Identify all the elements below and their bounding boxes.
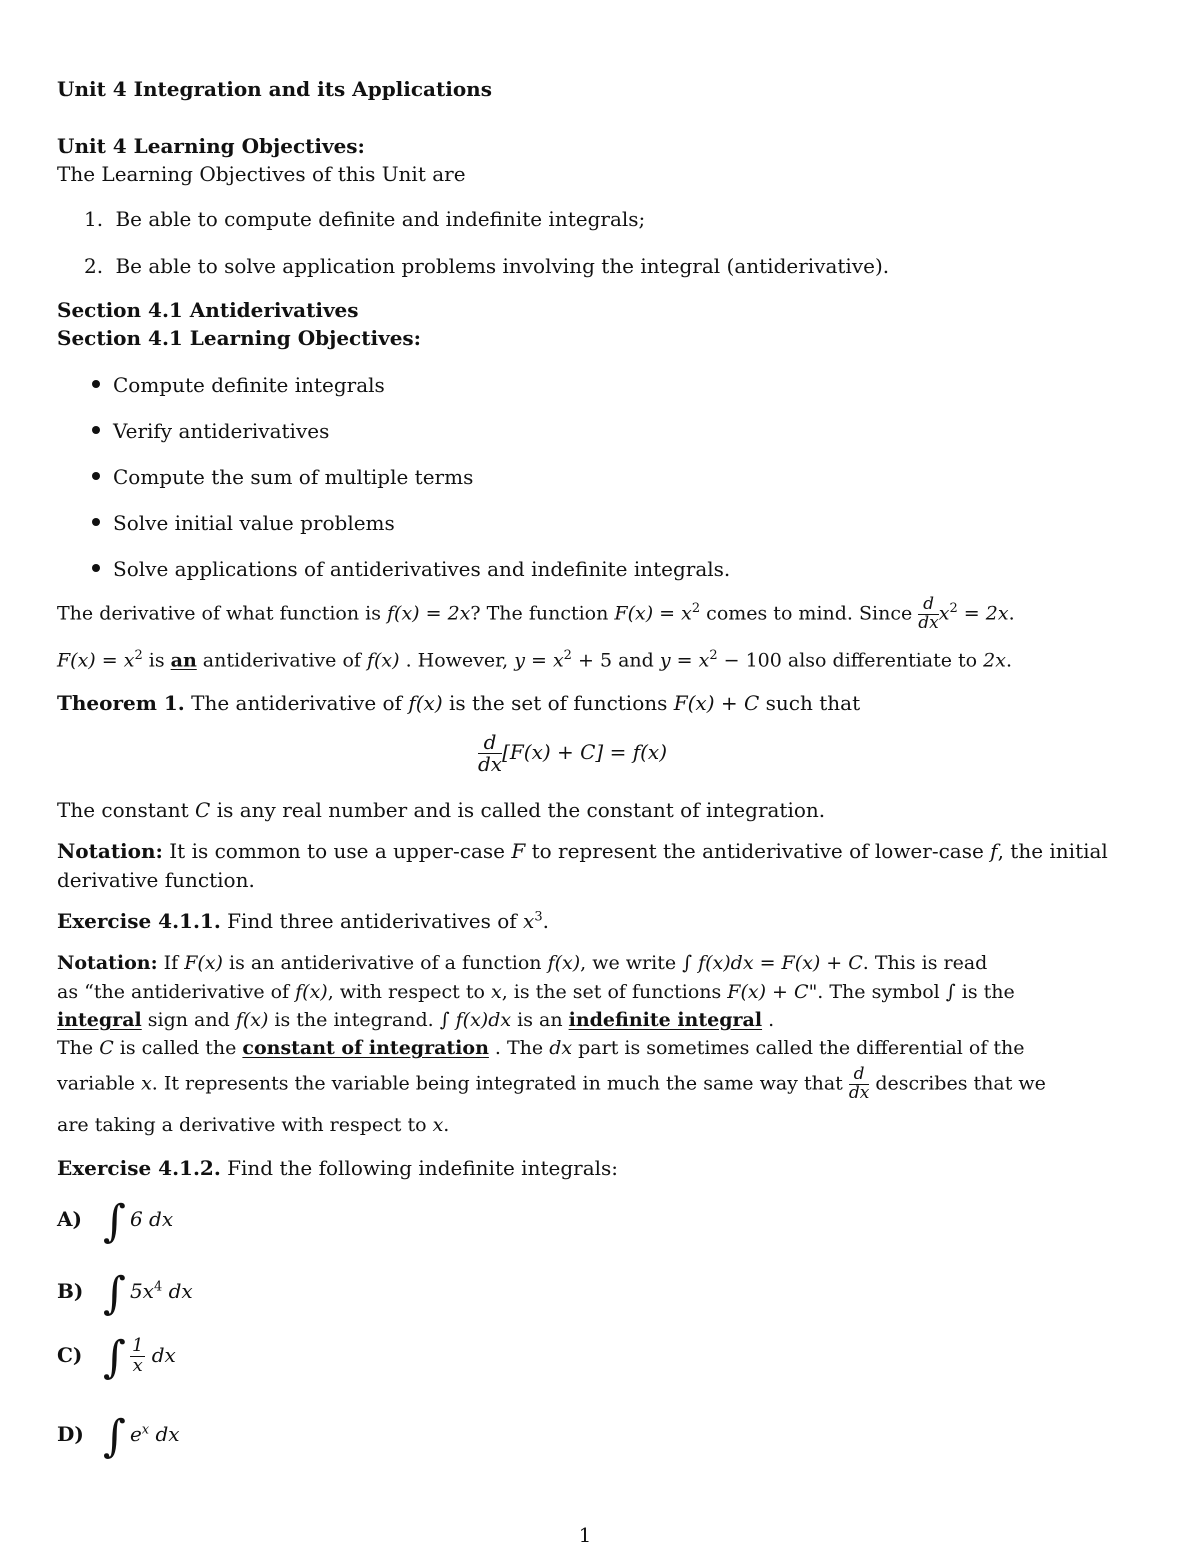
- exercise-item-c: [57, 1332, 176, 1383]
- text: Find three antiderivatives of: [220, 909, 524, 933]
- math: + 5: [571, 649, 613, 672]
- unit-objectives-intro: The Learning Objectives of this Unit are: [57, 162, 466, 186]
- item-number: 2.: [84, 254, 104, 278]
- math: f(x): [235, 1009, 269, 1031]
- math: F(x): [184, 952, 223, 974]
- integral-symbol: ∫: [945, 981, 956, 1003]
- theorem: [57, 690, 860, 716]
- derivative-fraction: [478, 732, 502, 775]
- math: ∫ f(x)dx = F(x) + C: [682, 952, 863, 974]
- item-text: Be able to solve application problems involving the integral (antiderivative).: [115, 254, 890, 278]
- notation-1-line-1: [57, 838, 1108, 864]
- text: also differentiate to: [781, 649, 984, 672]
- derivative-fraction: [918, 596, 938, 633]
- differential: dx: [145, 1343, 176, 1367]
- exponent: 3: [534, 909, 543, 925]
- text: is the: [955, 981, 1015, 1003]
- bullet-icon: [92, 380, 100, 388]
- fraction: [130, 1337, 145, 1376]
- term-indefinite-integral: indefinite integral: [568, 1009, 763, 1031]
- exponent: 2: [563, 648, 572, 663]
- notation-label: Notation:: [57, 952, 158, 974]
- differential: dx: [162, 1279, 193, 1303]
- derivative-fraction: [849, 1066, 869, 1103]
- integrand: e: [129, 1422, 142, 1446]
- numerator: d: [478, 732, 502, 754]
- list-item: Verify antiderivatives: [113, 419, 330, 443]
- exponent: 2: [691, 601, 701, 617]
- item-label: C): [57, 1343, 83, 1367]
- numerator: d: [849, 1066, 869, 1085]
- math: f(x) = 2x: [387, 602, 471, 625]
- math: f(x): [366, 649, 400, 672]
- notation-label: Notation:: [57, 839, 163, 863]
- notation-2-line-2: [57, 980, 1015, 1005]
- notation-2-line-3: [57, 1008, 774, 1033]
- math: 2x: [983, 649, 1006, 672]
- list-item: Compute the sum of multiple terms: [113, 465, 474, 489]
- text: describes that we: [869, 1072, 1046, 1095]
- text: .: [443, 1114, 450, 1136]
- notation-2-line-4: [57, 1036, 1025, 1061]
- math: = 2x: [957, 602, 1009, 625]
- theorem-equation: [478, 732, 667, 775]
- text: is an antiderivative of a function: [222, 952, 548, 974]
- text: If: [157, 952, 185, 974]
- math: f(x): [295, 981, 328, 1003]
- text: , we write: [580, 952, 683, 974]
- text: such that: [759, 691, 861, 715]
- text: The constant: [57, 798, 196, 822]
- page-number: 1: [578, 1523, 592, 1547]
- text: .: [1005, 649, 1013, 672]
- math: dx: [549, 1037, 573, 1059]
- text: The: [57, 1037, 100, 1059]
- math: ∫ f(x)dx: [439, 1009, 512, 1031]
- text: variable: [57, 1072, 142, 1095]
- math: F(x) + C: [727, 981, 809, 1003]
- constant-text: [57, 797, 825, 823]
- section-title: Section 4.1 Antiderivatives: [57, 298, 359, 322]
- item-label: D): [57, 1422, 84, 1446]
- bullet-icon: [92, 426, 100, 434]
- integrand: 6 dx: [129, 1207, 174, 1231]
- notation-1-line-2: derivative function.: [57, 868, 255, 892]
- exercise-4-1-2: [57, 1155, 618, 1181]
- text: , is the set of functions: [501, 981, 728, 1003]
- text: .: [542, 909, 549, 933]
- intro-line-2: [57, 648, 1012, 673]
- integral-symbol: ∫: [103, 1411, 126, 1462]
- math: y = x: [514, 649, 564, 672]
- text: antiderivative of: [196, 649, 367, 672]
- exponent: x: [141, 1422, 150, 1438]
- text: . The: [488, 1037, 550, 1059]
- math: [F(x) + C] = f(x): [502, 740, 667, 764]
- numerator: 1: [131, 1335, 144, 1357]
- text: is an: [511, 1009, 569, 1031]
- text: ". The symbol: [808, 981, 946, 1003]
- text: It is common to use a upper-case: [162, 839, 512, 863]
- text: comes to mind. Since: [700, 602, 919, 625]
- text: to represent the antiderivative of lower-case: [525, 839, 991, 863]
- math: C: [195, 798, 211, 822]
- exercise-label: Exercise 4.1.2.: [57, 1156, 221, 1180]
- math: F(x) + C: [673, 691, 760, 715]
- text: Find the following indefinite integrals:: [220, 1156, 619, 1180]
- text: and: [612, 649, 660, 672]
- bullet-icon: [92, 472, 100, 480]
- math: − 100: [717, 649, 782, 672]
- text: is: [142, 649, 171, 672]
- text: .: [762, 1009, 775, 1031]
- text: is called the: [113, 1037, 243, 1059]
- text: . It represents the variable being integrated in much the same way that: [151, 1072, 849, 1095]
- text: sign and: [141, 1009, 236, 1031]
- differential: dx: [149, 1422, 180, 1446]
- theorem-label: Theorem 1.: [57, 691, 185, 715]
- exercise-4-1-1: [57, 908, 549, 934]
- text: are taking a derivative with respect to: [57, 1114, 433, 1136]
- notation-2-line-6: [57, 1113, 449, 1138]
- intro-line-1: [57, 596, 1137, 633]
- integral-symbol: ∫: [103, 1332, 126, 1383]
- section-objectives-heading: Section 4.1 Learning Objectives:: [57, 326, 422, 350]
- exponent: 2: [949, 601, 958, 617]
- math: f: [990, 839, 998, 863]
- exponent: 2: [709, 648, 718, 663]
- math: f(x): [547, 952, 581, 974]
- term-integral: integral: [57, 1009, 142, 1031]
- denominator: dx: [848, 1082, 870, 1103]
- denominator: x: [132, 1355, 143, 1376]
- item-text: Be able to compute definite and indefinite integrals;: [115, 207, 646, 231]
- text: . However,: [399, 649, 515, 672]
- math: y = x: [659, 649, 710, 672]
- item-label: A): [57, 1207, 82, 1231]
- text: .: [1008, 602, 1015, 625]
- denominator: dx: [478, 752, 503, 776]
- notation-2-line-1: [57, 951, 987, 976]
- text: . This is read: [862, 952, 988, 974]
- exercise-item-d: [57, 1411, 180, 1462]
- math: F: [511, 839, 526, 863]
- unit-objective-item: [84, 206, 645, 232]
- integral-symbol: ∫: [103, 1196, 126, 1247]
- math: x: [938, 602, 950, 625]
- term-constant-of-integration: constant of integration: [242, 1037, 489, 1059]
- item-number: 1.: [84, 207, 104, 231]
- math: C: [99, 1037, 114, 1059]
- integrand: 5x: [129, 1279, 154, 1303]
- list-item: Solve initial value problems: [113, 511, 395, 535]
- text: The derivative of what function is: [57, 602, 388, 625]
- math: x: [141, 1072, 152, 1095]
- text: is the set of functions: [442, 691, 674, 715]
- denominator: dx: [918, 612, 939, 633]
- text: ? The function: [470, 602, 615, 625]
- notation-2-line-5: [57, 1066, 1046, 1103]
- bullet-icon: [92, 518, 100, 526]
- exercise-label: Exercise 4.1.1.: [57, 909, 221, 933]
- text: , the initial: [997, 839, 1108, 863]
- text: The antiderivative of: [184, 691, 409, 715]
- math: F(x) = x: [57, 649, 135, 672]
- integral-symbol: ∫: [103, 1268, 126, 1319]
- math: F(x) = x: [614, 602, 692, 625]
- text: is the integrand.: [268, 1009, 440, 1031]
- math: f(x): [408, 691, 443, 715]
- exercise-item-b: [57, 1268, 193, 1319]
- text: , with respect to: [327, 981, 491, 1003]
- unit-objective-item: [84, 253, 889, 279]
- text: part is sometimes called the differential of the: [572, 1037, 1025, 1059]
- text: as “the antiderivative of: [57, 981, 296, 1003]
- text: is any real number and is called the constant of integration.: [210, 798, 826, 822]
- exponent: 4: [153, 1279, 163, 1295]
- numerator: d: [918, 596, 938, 615]
- list-item: Compute definite integrals: [113, 373, 385, 397]
- unit-objectives-heading: Unit 4 Learning Objectives:: [57, 134, 365, 158]
- unit-title: Unit 4 Integration and its Applications: [57, 77, 492, 101]
- exercise-item-a: [57, 1196, 174, 1247]
- item-label: B): [57, 1279, 84, 1303]
- math: x: [490, 981, 502, 1003]
- emphasis: an: [170, 649, 197, 672]
- math: x: [432, 1114, 444, 1136]
- math: x: [523, 909, 535, 933]
- list-item: Solve applications of antiderivatives and indefinite integrals.: [113, 557, 731, 581]
- bullet-icon: [92, 564, 100, 572]
- exponent: 2: [134, 648, 143, 663]
